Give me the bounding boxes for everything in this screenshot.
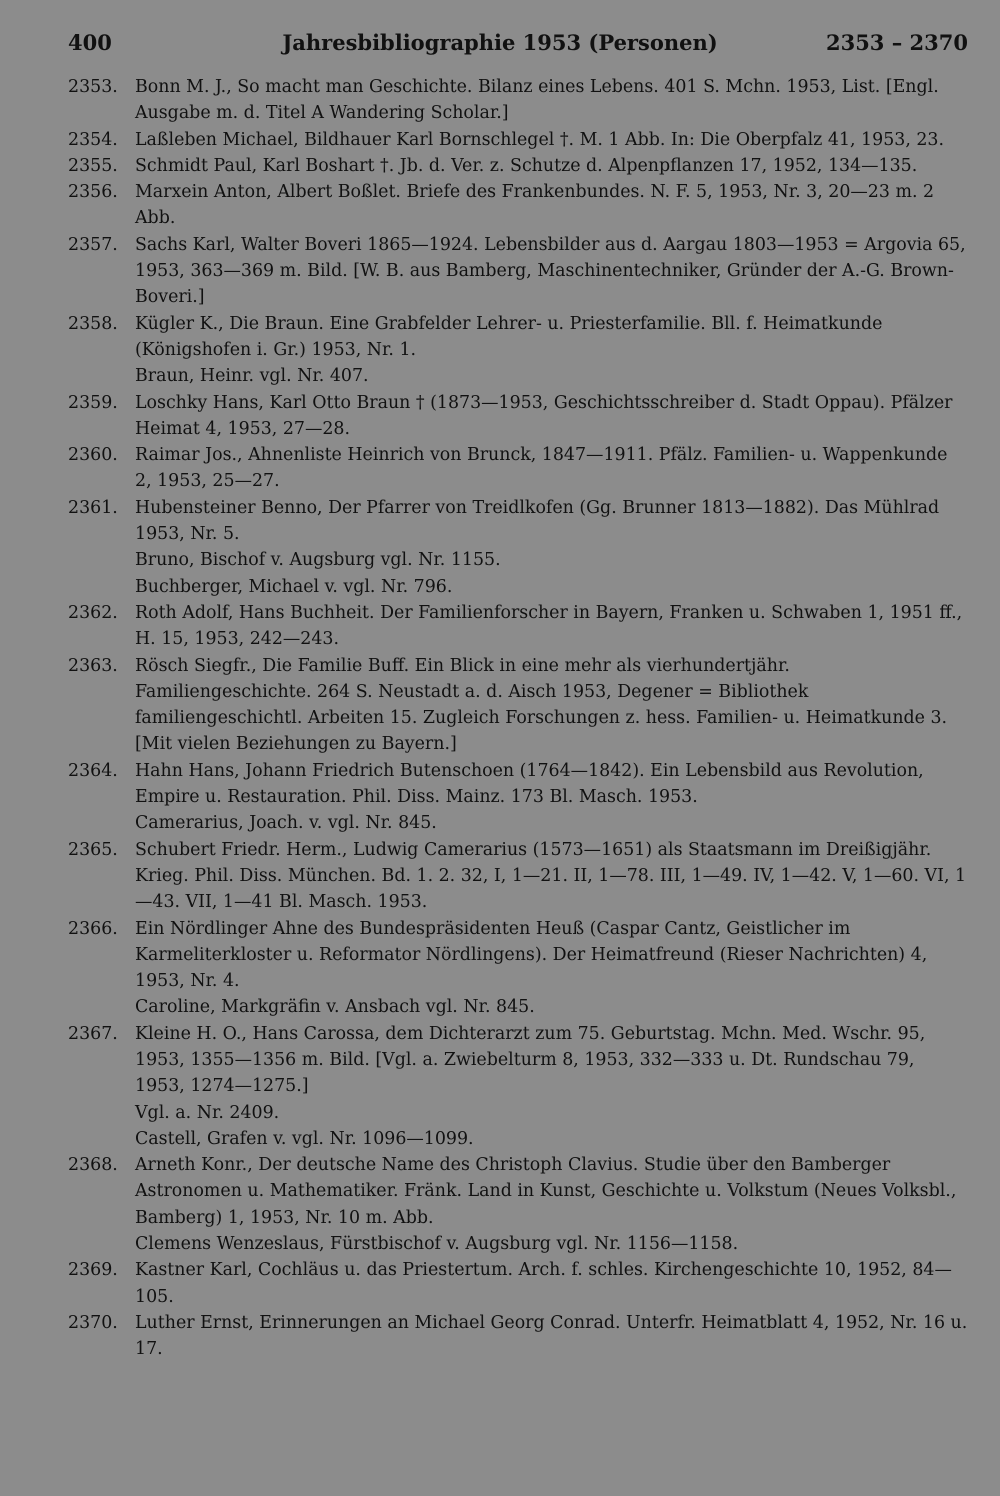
bibliography-entry [68, 127, 968, 153]
cross-reference [68, 994, 968, 1020]
entry-text: Kastner Karl, Cochläus u. das Priestertum. Arch. f. schles. Kirchengeschichte 10, 1952, 84—105. [135, 1260, 952, 1307]
entry-number: 2366. [68, 918, 118, 939]
entry-text: Luther Ernst, Erinnerungen an Michael Georg Conrad. Unterfr. Heimatblatt 4, 1952, Nr. 16 u. 17. [135, 1312, 968, 1360]
entry-text: Rösch Siegfr., Die Familie Buff. Ein Blick in eine mehr als vierhundertjähr. Familiengeschichte. 264 S. Neustadt a. d. Aisch 1953, Degener = Bibliothek familiengeschichtl. Arbeiten 15. Zugleich Forschungen z. hess. Familien- u. Heimatkunde 3. [Mit vielen Beziehungen zu Bayern.] [135, 655, 948, 755]
bibliography-entry [68, 600, 968, 653]
bibliography-entry [68, 653, 968, 758]
entry-text: Kleine H. O., Hans Carossa, dem Dichterarzt zum 75. Geburtstag. Mchn. Med. Wschr. 95, 1953, 1355—1356 m. Bild. [Vgl. a. Zwiebelturm 8, 1953, 332—333 u. Dt. Rundschau 79, 1953, 1274—1275.] [135, 1023, 926, 1097]
entry-text: Vgl. a. Nr. 2409. [135, 1102, 280, 1123]
entry-number: 2361. [68, 497, 118, 518]
entry-text: Caroline, Markgräfin v. Ansbach vgl. Nr. 845. [135, 997, 535, 1018]
bibliography-entry [68, 74, 968, 127]
entry-number: 2356. [68, 182, 118, 203]
entry-number: 2354. [68, 129, 118, 150]
bibliography-entry [68, 232, 968, 311]
entry-number: 2369. [68, 1260, 118, 1281]
cross-reference [68, 574, 968, 600]
entry-text: Sachs Karl, Walter Boveri 1865—1924. Lebensbilder aus d. Aargau 1803—1953 = Argovia 65, 1953, 363—369 m. Bild. [W. B. aus Bamberg, Maschinentechniker, Gründer der A.-G. Brown-Boveri.] [135, 234, 966, 308]
entry-number: 2370. [68, 1312, 118, 1333]
entry-number: 2362. [68, 602, 118, 623]
entry-text: Kügler K., Die Braun. Eine Grabfelder Lehrer- u. Priesterfamilie. Bll. f. Heimatkunde (Königshofen i. Gr.) 1953, Nr. 1. [135, 313, 883, 360]
entry-number: 2360. [68, 445, 118, 466]
entry-text: Schubert Friedr. Herm., Ludwig Camerarius (1573—1651) als Staatsmann im Dreißigjähr. Krieg. Phil. Diss. München. Bd. 1. 2. 32, I, 1—21. II, 1—78. III, 1—49. IV, 1—42. V, 1—60. VI, 1—43. VII, 1—41 Bl. Masch. 1953. [135, 839, 967, 913]
entry-number: 2365. [68, 839, 118, 860]
entry-text: Arneth Konr., Der deutsche Name des Christoph Clavius. Studie über den Bamberger Astronomen u. Mathematiker. Fränk. Land in Kunst, Geschichte u. Volkstum (Neues Volksbl., Bamberg) 1, 1953, Nr. 10 m. Abb. [135, 1155, 957, 1228]
bibliography-entry [68, 1152, 968, 1231]
entry-text: Roth Adolf, Hans Buchheit. Der Familienforscher in Bayern, Franken u. Schwaben 1, 1951 ff., H. 15, 1953, 242—243. [135, 602, 963, 650]
running-title: Jahresbibliographie 1953 (Personen) [282, 30, 718, 55]
page-number: 400 [68, 30, 112, 55]
entry-text: Clemens Wenzeslaus, Fürstbischof v. Augsburg vgl. Nr. 1156—1158. [135, 1234, 739, 1255]
entry-text: Bruno, Bischof v. Augsburg vgl. Nr. 1155. [135, 550, 501, 571]
entry-text: Braun, Heinr. vgl. Nr. 407. [135, 366, 369, 387]
bibliography-entry [68, 1310, 968, 1363]
bibliography-entry [68, 153, 968, 179]
entry-number: 2367. [68, 1023, 118, 1044]
entry-text: Schmidt Paul, Karl Boshart †. Jb. d. Ver. z. Schutze d. Alpenpflanzen 17, 1952, 134—135. [135, 155, 918, 176]
entry-number: 2358. [68, 313, 118, 334]
entry-text: Buchberger, Michael v. vgl. Nr. 796. [135, 576, 453, 597]
bibliography-entry [68, 1257, 968, 1310]
entry-number: 2363. [68, 655, 118, 676]
cross-reference [68, 1126, 968, 1152]
entry-number: 2357. [68, 234, 118, 255]
entry-text: Ein Nördlinger Ahne des Bundespräsidenten Heuß (Caspar Cantz, Geistlicher im Karmeliterkloster u. Reformator Nördlingens). Der Heimatfreund (Rieser Nachrichten) 4, 1953, Nr. 4. [135, 918, 928, 992]
cross-reference [68, 547, 968, 573]
entry-text: Marxein Anton, Albert Boßlet. Briefe des Frankenbundes. N. F. 5, 1953, Nr. 3, 20—23 m. 2 Abb. [135, 182, 935, 229]
entry-text: Bonn M. J., So macht man Geschichte. Bilanz eines Lebens. 401 S. Mchn. 1953, List. [Engl. Ausgabe m. d. Titel A Wandering Scholar.] [135, 77, 939, 124]
entry-text: Laßleben Michael, Bildhauer Karl Bornschlegel †. M. 1 Abb. In: Die Oberpfalz 41, 1953, 23. [135, 129, 945, 150]
bibliography-entry [68, 442, 968, 495]
bibliography-entry [68, 916, 968, 995]
entry-text: Loschky Hans, Karl Otto Braun † (1873—1953, Geschichtsschreiber d. Stadt Oppau). Pfälzer Heimat 4, 1953, 27—28. [135, 392, 953, 439]
entry-text: Hahn Hans, Johann Friedrich Butenschoen (1764—1842). Ein Lebensbild aus Revolution, Empire u. Restauration. Phil. Diss. Mainz. 173 Bl. Masch. 1953. [135, 760, 924, 808]
entry-number: 2359. [68, 392, 118, 413]
entry-number: 2368. [68, 1155, 118, 1176]
cross-reference [68, 810, 968, 836]
cross-reference [68, 1231, 968, 1257]
bibliography-entry [68, 390, 968, 443]
cross-reference [68, 363, 968, 389]
bibliography-entry [68, 179, 968, 232]
cross-reference [68, 1100, 968, 1126]
entry-number: 2355. [68, 155, 118, 176]
bibliography-entry [68, 495, 968, 548]
entry-text: Camerarius, Joach. v. vgl. Nr. 845. [135, 813, 437, 834]
entry-text: Castell, Grafen v. vgl. Nr. 1096—1099. [135, 1128, 474, 1149]
bibliography-entry [68, 758, 968, 811]
bibliography-entry [68, 311, 968, 364]
entry-text: Raimar Jos., Ahnenliste Heinrich von Brunck, 1847—1911. Pfälz. Familien- u. Wappenkunde 2, 1953, 25—27. [135, 445, 948, 492]
entry-number: 2364. [68, 760, 118, 781]
entry-number: 2353. [68, 77, 118, 97]
entry-range: 2353 – 2370 [825, 30, 968, 55]
bibliography-entry [68, 837, 968, 916]
page-header [0, 22, 1000, 62]
bibliography-entries [68, 74, 968, 1363]
entry-text: Hubensteiner Benno, Der Pfarrer von Treidlkofen (Gg. Brunner 1813—1882). Das Mühlrad 1953, Nr. 5. [135, 497, 940, 545]
bibliography-entry [68, 1021, 968, 1100]
